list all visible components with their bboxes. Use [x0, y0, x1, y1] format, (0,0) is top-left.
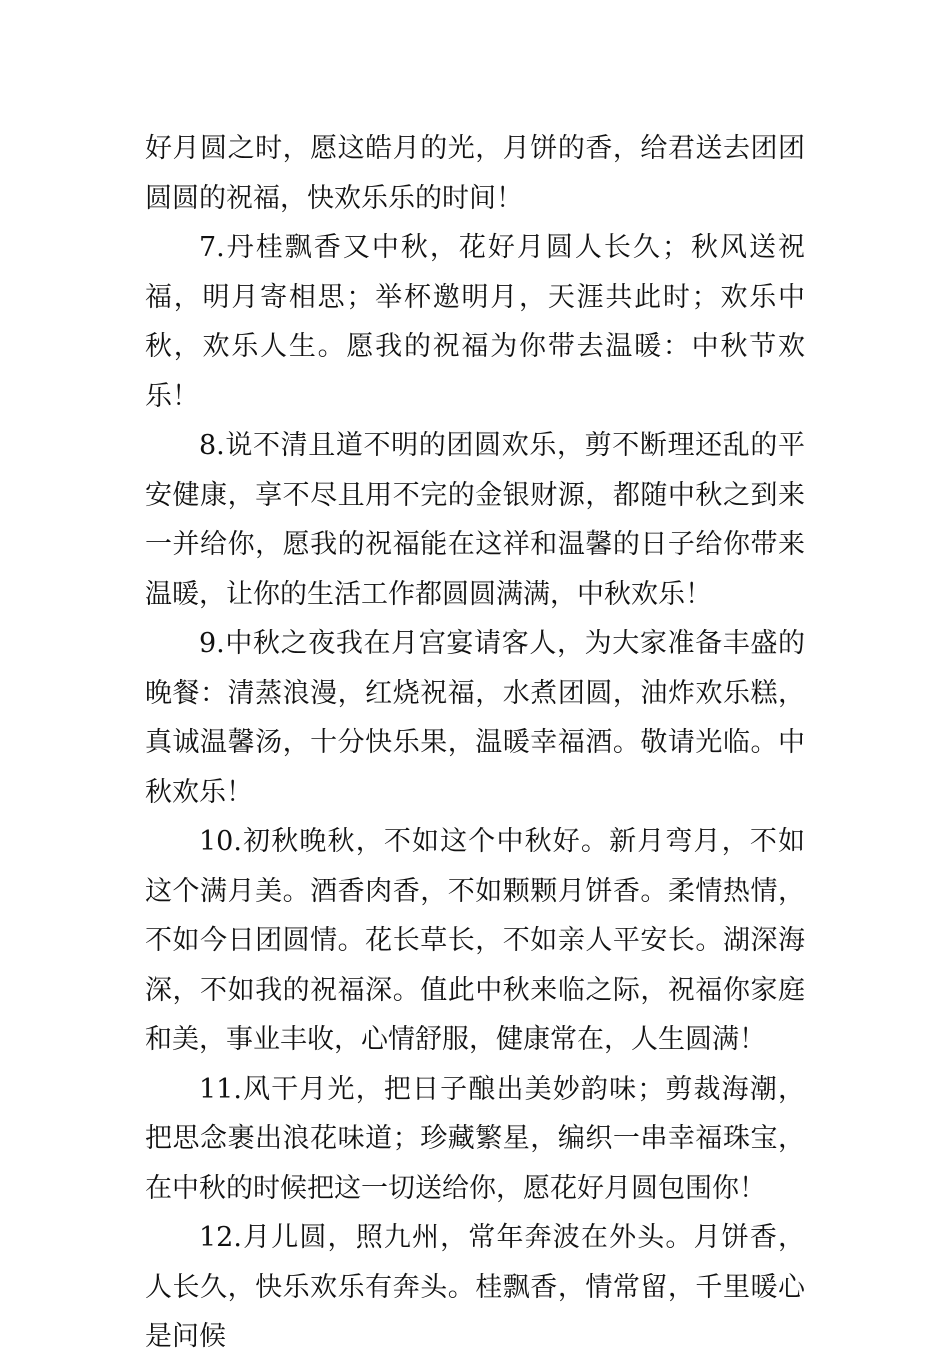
paragraph-wish-8: 8.说不清且道不明的团圆欢乐，剪不断理还乱的平安健康，享不尽且用不完的金银财源，都随中秋之到来一并给你，愿我的祝福能在这祥和温馨的日子给你带来温暖，让你的生活工作都圆圆满满，中秋欢乐！ [145, 430, 805, 610]
paragraph-wish-10: 10.初秋晚秋，不如这个中秋好。新月弯月，不如这个满月美。酒香肉香，不如颗颗月饼香。柔情热情，不如今日团圆情。花长草长，不如亲人平安长。湖深海深，不如我的祝福深。值此中秋来临之际，祝福你家庭和美，事业丰收，心情舒服，健康常在，人生圆满！ [145, 826, 805, 1055]
document-body [145, 124, 805, 1362]
paragraph-wish-12: 12.月儿圆，照九州，常年奔波在外头。月饼香，人长久，快乐欢乐有奔头。桂飘香，情常留，千里暖心是问候 [145, 1222, 805, 1352]
paragraph-wish-11: 11.风干月光，把日子酿出美妙韵味；剪裁海潮，把思念裹出浪花味道；珍藏繁星，编织一串幸福珠宝，在中秋的时候把这一切送给你，愿花好月圆包围你！ [145, 1073, 805, 1204]
paragraph-wish-9: 9.中秋之夜我在月宫宴请客人，为大家准备丰盛的晚餐：清蒸浪漫，红烧祝福，水煮团圆，油炸欢乐糕，真诚温馨汤，十分快乐果，温暖幸福酒。敬请光临。中秋欢乐！ [145, 628, 805, 808]
paragraph-wish-7: 7.丹桂飘香又中秋，花好月圆人长久；秋风送祝福，明月寄相思；举杯邀明月，天涯共此时；欢乐中秋，欢乐人生。愿我的祝福为你带去温暖：中秋节欢乐！ [145, 232, 805, 412]
paragraph-continuation: 好月圆之时，愿这皓月的光，月饼的香，给君送去团团圆圆的祝福，快欢乐乐的时间！ [145, 133, 805, 214]
